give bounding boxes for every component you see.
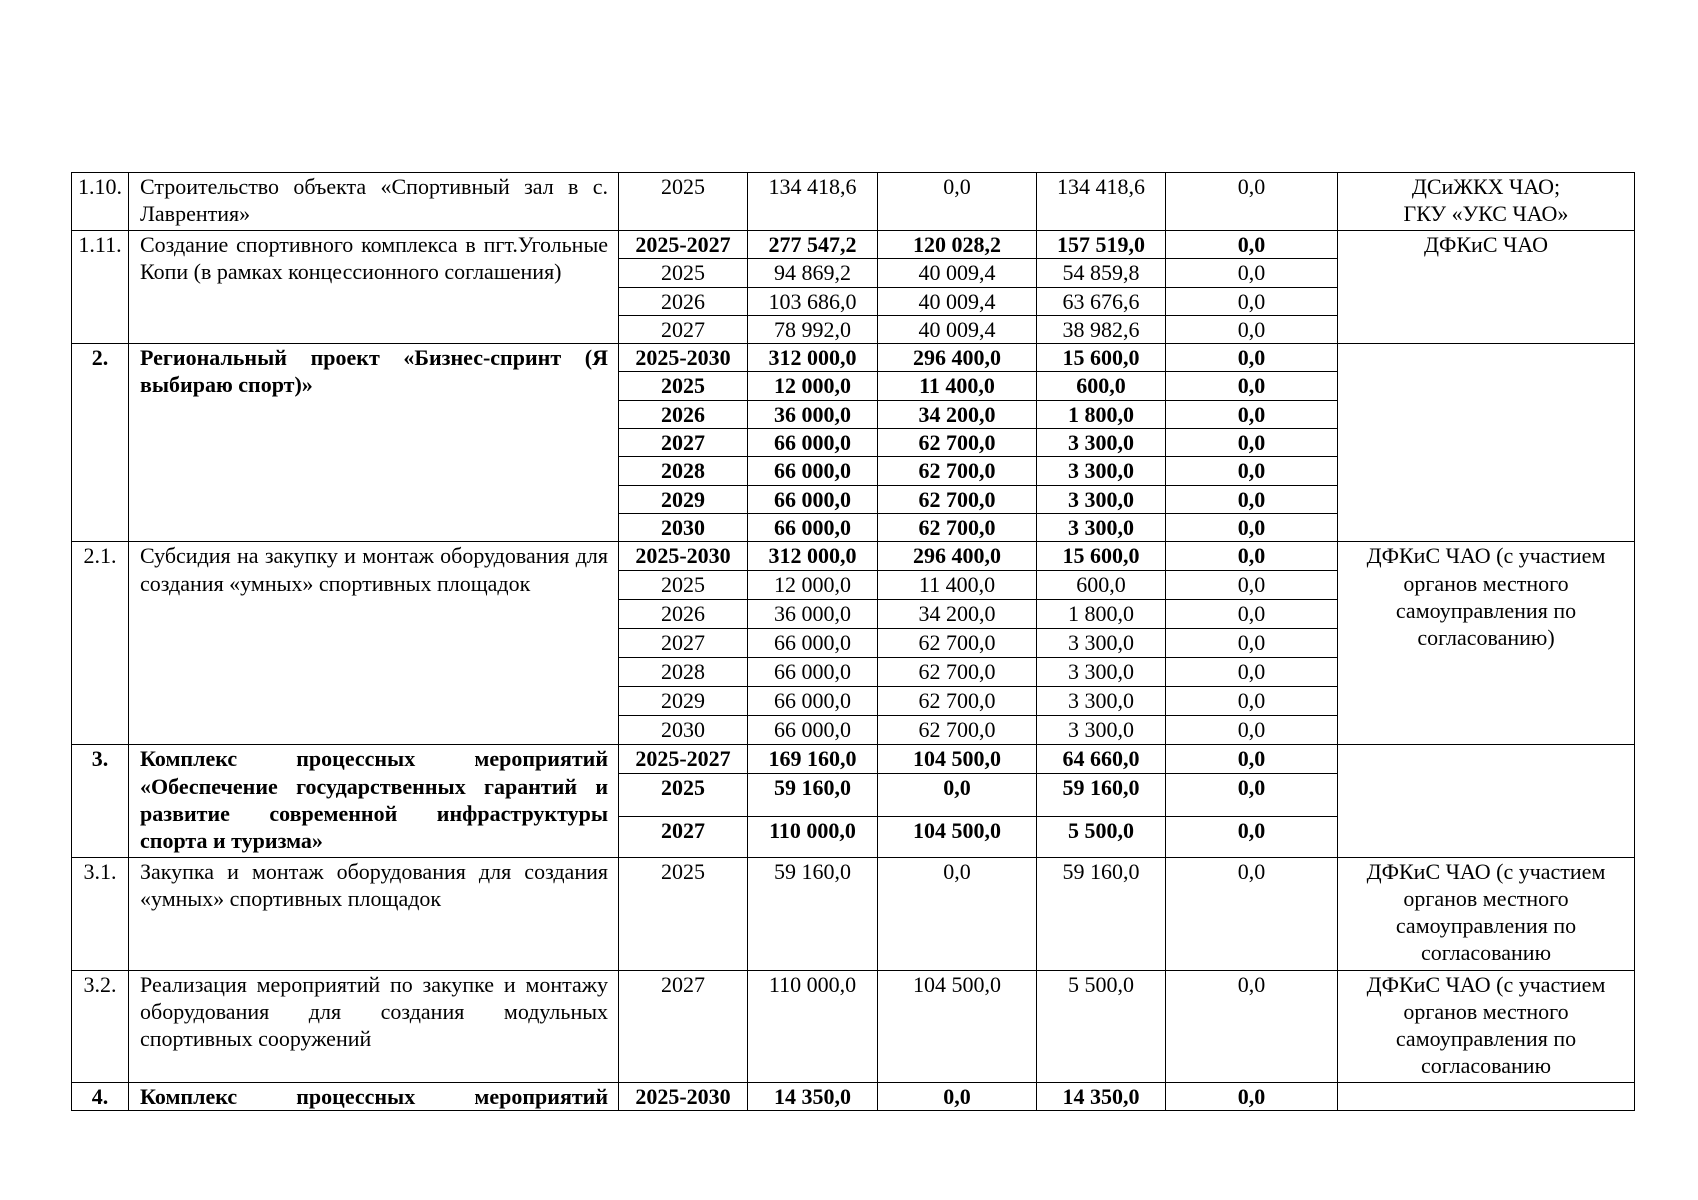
year-cell: 2025-2030: [619, 344, 748, 372]
federal-budget-cell: 0,0: [878, 857, 1037, 970]
item-name: Комплекс процессных мероприятий: [129, 1082, 619, 1110]
total-cell: 12 000,0: [748, 372, 878, 400]
total-cell: 66 000,0: [748, 457, 878, 485]
total-cell: 14 350,0: [748, 1082, 878, 1110]
municipal-budget-cell: 0,0: [1166, 629, 1338, 658]
item-name: Комплекс процессных мероприятий «Обеспечение государственных гарантий и развитие современной инфраструктуры спорта и туризма»: [129, 745, 619, 857]
federal-budget-cell: 104 500,0: [878, 745, 1037, 773]
item-name: Региональный проект «Бизнес-спринт (Я выбираю спорт)»: [129, 344, 619, 542]
responsible-line: органов местного: [1403, 885, 1569, 911]
federal-budget-cell: 296 400,0: [878, 344, 1037, 372]
year-cell: 2027: [619, 429, 748, 457]
total-cell: 66 000,0: [748, 716, 878, 745]
total-cell: 134 418,6: [748, 173, 878, 231]
item-name: Создание спортивного комплекса в пгт.Угольные Копи (в рамках концессионного соглашения): [129, 231, 619, 344]
responsible-line: самоуправления по: [1395, 597, 1577, 623]
municipal-budget-cell: 0,0: [1166, 658, 1338, 687]
table-row: [72, 745, 1635, 773]
federal-budget-cell: 0,0: [878, 173, 1037, 231]
responsible-executor: [1338, 1082, 1635, 1110]
responsible-line: ГКУ «УКС ЧАО»: [1403, 201, 1569, 227]
total-cell: 66 000,0: [748, 429, 878, 457]
federal-budget-cell: 120 028,2: [878, 231, 1037, 259]
regional-budget-cell: 59 160,0: [1037, 857, 1166, 970]
total-cell: 277 547,2: [748, 231, 878, 259]
regional-budget-cell: 3 300,0: [1037, 513, 1166, 541]
item-number: 2.1.: [72, 542, 129, 745]
year-cell: 2028: [619, 457, 748, 485]
total-cell: 36 000,0: [748, 400, 878, 428]
federal-budget-cell: 11 400,0: [878, 571, 1037, 600]
federal-budget-cell: 0,0: [878, 773, 1037, 816]
regional-budget-cell: 63 676,6: [1037, 287, 1166, 315]
item-number: 3.: [72, 745, 129, 857]
federal-budget-cell: 34 200,0: [878, 600, 1037, 629]
total-cell: 59 160,0: [748, 857, 878, 970]
responsible-executor: [1338, 542, 1635, 745]
total-cell: 110 000,0: [748, 970, 878, 1082]
federal-budget-cell: 40 009,4: [878, 315, 1037, 343]
total-cell: 36 000,0: [748, 600, 878, 629]
year-cell: 2027: [619, 970, 748, 1082]
regional-budget-cell: 64 660,0: [1037, 745, 1166, 773]
year-cell: 2029: [619, 687, 748, 716]
item-number: 2.: [72, 344, 129, 542]
total-cell: 78 992,0: [748, 315, 878, 343]
federal-budget-cell: 62 700,0: [878, 658, 1037, 687]
table-row: [72, 1082, 1635, 1110]
year-cell: 2025-2030: [619, 1082, 748, 1110]
year-cell: 2028: [619, 658, 748, 687]
responsible-line: ДСиЖКХ ЧАО;: [1411, 174, 1561, 199]
regional-budget-cell: 3 300,0: [1037, 658, 1166, 687]
total-cell: 103 686,0: [748, 287, 878, 315]
regional-budget-cell: 157 519,0: [1037, 231, 1166, 259]
year-cell: 2030: [619, 716, 748, 745]
responsible-line: согласованию: [1420, 1053, 1552, 1079]
total-cell: 59 160,0: [748, 773, 878, 816]
item-name: Закупка и монтаж оборудования для создания «умных» спортивных площадок: [129, 857, 619, 970]
total-cell: 66 000,0: [748, 629, 878, 658]
municipal-budget-cell: 0,0: [1166, 687, 1338, 716]
regional-budget-cell: 15 600,0: [1037, 344, 1166, 372]
municipal-budget-cell: 0,0: [1166, 315, 1338, 343]
responsible-line: органов местного: [1403, 998, 1569, 1024]
table-row: [72, 173, 1635, 231]
program-table: [71, 172, 1635, 1111]
regional-budget-cell: 5 500,0: [1037, 970, 1166, 1082]
year-cell: 2025: [619, 773, 748, 816]
responsible-executor: [1338, 173, 1635, 231]
year-cell: 2025: [619, 173, 748, 231]
total-cell: 66 000,0: [748, 687, 878, 716]
total-cell: 169 160,0: [748, 745, 878, 773]
federal-budget-cell: 296 400,0: [878, 542, 1037, 571]
year-cell: 2025-2030: [619, 542, 748, 571]
federal-budget-cell: 62 700,0: [878, 485, 1037, 513]
responsible-executor: [1338, 745, 1635, 857]
item-number: 1.10.: [72, 173, 129, 231]
regional-budget-cell: 59 160,0: [1037, 773, 1166, 816]
total-cell: 94 869,2: [748, 259, 878, 287]
responsible-line: самоуправления по: [1395, 1026, 1577, 1052]
table-row: [72, 231, 1635, 259]
regional-budget-cell: 600,0: [1037, 372, 1166, 400]
municipal-budget-cell: 0,0: [1166, 773, 1338, 816]
federal-budget-cell: 104 500,0: [878, 970, 1037, 1082]
municipal-budget-cell: 0,0: [1166, 542, 1338, 571]
federal-budget-cell: 0,0: [878, 1082, 1037, 1110]
responsible-executor: [1338, 857, 1635, 970]
item-name: Строительство объекта «Спортивный зал в с. Лаврентия»: [129, 173, 619, 231]
federal-budget-cell: 62 700,0: [878, 687, 1037, 716]
table-row: [72, 970, 1635, 1082]
year-cell: 2025: [619, 571, 748, 600]
municipal-budget-cell: 0,0: [1166, 716, 1338, 745]
year-cell: 2027: [619, 315, 748, 343]
total-cell: 66 000,0: [748, 513, 878, 541]
municipal-budget-cell: 0,0: [1166, 485, 1338, 513]
total-cell: 12 000,0: [748, 571, 878, 600]
item-number: 4.: [72, 1082, 129, 1110]
year-cell: 2027: [619, 629, 748, 658]
regional-budget-cell: 38 982,6: [1037, 315, 1166, 343]
municipal-budget-cell: 0,0: [1166, 344, 1338, 372]
municipal-budget-cell: 0,0: [1166, 513, 1338, 541]
municipal-budget-cell: 0,0: [1166, 259, 1338, 287]
responsible-executor: [1338, 970, 1635, 1082]
total-cell: 312 000,0: [748, 344, 878, 372]
municipal-budget-cell: 0,0: [1166, 372, 1338, 400]
municipal-budget-cell: 0,0: [1166, 400, 1338, 428]
regional-budget-cell: 54 859,8: [1037, 259, 1166, 287]
responsible-line: самоуправления по: [1395, 913, 1577, 939]
municipal-budget-cell: 0,0: [1166, 173, 1338, 231]
federal-budget-cell: 62 700,0: [878, 716, 1037, 745]
responsible-line: согласованию): [1417, 625, 1555, 651]
regional-budget-cell: 5 500,0: [1037, 816, 1166, 857]
total-cell: 66 000,0: [748, 485, 878, 513]
regional-budget-cell: 3 300,0: [1037, 457, 1166, 485]
regional-budget-cell: 3 300,0: [1037, 716, 1166, 745]
regional-budget-cell: 3 300,0: [1037, 687, 1166, 716]
item-number: 3.2.: [72, 970, 129, 1082]
responsible-line: ДФКиС ЧАО (с участием: [1366, 858, 1606, 884]
regional-budget-cell: 3 300,0: [1037, 629, 1166, 658]
federal-budget-cell: 62 700,0: [878, 429, 1037, 457]
regional-budget-cell: 3 300,0: [1037, 485, 1166, 513]
federal-budget-cell: 34 200,0: [878, 400, 1037, 428]
municipal-budget-cell: 0,0: [1166, 745, 1338, 773]
year-cell: 2025-2027: [619, 231, 748, 259]
responsible-executor: [1338, 344, 1635, 542]
municipal-budget-cell: 0,0: [1166, 857, 1338, 970]
item-name: Субсидия на закупку и монтаж оборудования для создания «умных» спортивных площадок: [129, 542, 619, 745]
total-cell: 110 000,0: [748, 816, 878, 857]
regional-budget-cell: 3 300,0: [1037, 429, 1166, 457]
regional-budget-cell: 134 418,6: [1037, 173, 1166, 231]
regional-budget-cell: 14 350,0: [1037, 1082, 1166, 1110]
regional-budget-cell: 15 600,0: [1037, 542, 1166, 571]
responsible-line: органов местного: [1403, 570, 1569, 596]
table-row: [72, 857, 1635, 970]
table-row: [72, 542, 1635, 571]
year-cell: 2025: [619, 259, 748, 287]
year-cell: 2026: [619, 287, 748, 315]
responsible-line: согласованию: [1420, 940, 1552, 966]
federal-budget-cell: 62 700,0: [878, 629, 1037, 658]
regional-budget-cell: 1 800,0: [1037, 400, 1166, 428]
item-name: Реализация мероприятий по закупке и монтажу оборудования для создания модульных спортивных сооружений: [129, 970, 619, 1082]
municipal-budget-cell: 0,0: [1166, 816, 1338, 857]
year-cell: 2029: [619, 485, 748, 513]
regional-budget-cell: 1 800,0: [1037, 600, 1166, 629]
municipal-budget-cell: 0,0: [1166, 600, 1338, 629]
municipal-budget-cell: 0,0: [1166, 970, 1338, 1082]
municipal-budget-cell: 0,0: [1166, 457, 1338, 485]
total-cell: 312 000,0: [748, 542, 878, 571]
responsible-line: ДФКиС ЧАО (с участием: [1366, 971, 1606, 997]
total-cell: 66 000,0: [748, 658, 878, 687]
federal-budget-cell: 62 700,0: [878, 513, 1037, 541]
year-cell: 2030: [619, 513, 748, 541]
responsible-line: ДФКиС ЧАО (с участием: [1366, 543, 1606, 569]
federal-budget-cell: 40 009,4: [878, 287, 1037, 315]
municipal-budget-cell: 0,0: [1166, 1082, 1338, 1110]
federal-budget-cell: 62 700,0: [878, 457, 1037, 485]
item-number: 1.11.: [72, 231, 129, 344]
year-cell: 2026: [619, 400, 748, 428]
responsible-line: ДФКиС ЧАО: [1424, 232, 1548, 257]
federal-budget-cell: 104 500,0: [878, 816, 1037, 857]
program-table-body: [72, 173, 1635, 1111]
federal-budget-cell: 40 009,4: [878, 259, 1037, 287]
municipal-budget-cell: 0,0: [1166, 429, 1338, 457]
federal-budget-cell: 11 400,0: [878, 372, 1037, 400]
responsible-executor: [1338, 231, 1635, 344]
municipal-budget-cell: 0,0: [1166, 287, 1338, 315]
year-cell: 2026: [619, 600, 748, 629]
municipal-budget-cell: 0,0: [1166, 571, 1338, 600]
table-row: [72, 344, 1635, 372]
regional-budget-cell: 600,0: [1037, 571, 1166, 600]
year-cell: 2025: [619, 372, 748, 400]
year-cell: 2025-2027: [619, 745, 748, 773]
municipal-budget-cell: 0,0: [1166, 231, 1338, 259]
item-number: 3.1.: [72, 857, 129, 970]
year-cell: 2025: [619, 857, 748, 970]
year-cell: 2027: [619, 816, 748, 857]
